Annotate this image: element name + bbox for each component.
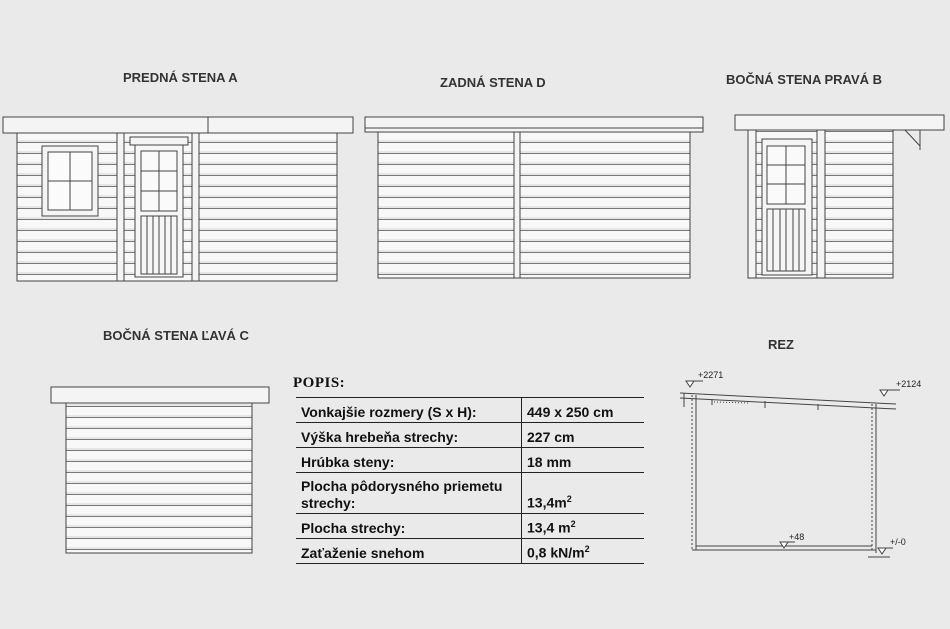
spec-row [296, 539, 644, 564]
spec-label: Vonkajšie rozmery (S x H): [296, 398, 522, 423]
popis-heading: POPIS: [293, 375, 346, 391]
spec-row [296, 423, 644, 448]
section-title: REZ [768, 337, 794, 352]
spec-label: Zaťaženie snehom [296, 539, 522, 564]
spec-label: Hrúbka steny: [296, 448, 522, 473]
spec-value: 13,4 $m^2$ [527, 519, 576, 536]
front-wall-title: PREDNÁ STENA A [123, 70, 238, 85]
level-floor: +48 [789, 532, 805, 542]
level-ground: +/-0 [890, 537, 906, 547]
spec-row [296, 448, 644, 473]
spec-label: Plocha pôdorysného priemetu strechy: [296, 473, 522, 514]
spec-table [296, 397, 644, 564]
spec-label: Výška hrebeňa strechy: [296, 423, 522, 448]
left-wall-title: BOČNÁ STENA ĽAVÁ C [103, 328, 249, 343]
spec-value: $13,4m^2$ [527, 494, 572, 511]
left-wall-drawing [51, 387, 269, 553]
level-top-right: +2124 [896, 379, 922, 389]
back-wall-title: ZADNÁ STENA D [440, 75, 546, 90]
spec-value: 18 mm [527, 454, 572, 470]
spec-label: Plocha strechy: [296, 514, 522, 539]
spec-value: 0,8 $kN/m^2$ [527, 544, 590, 561]
spec-row [296, 473, 644, 514]
front-wall-drawing [3, 117, 353, 281]
spec-row [296, 398, 644, 423]
right-wall-title: BOČNÁ STENA PRAVÁ B [726, 72, 883, 87]
level-top-left: +2271 [698, 370, 724, 380]
spec-value: 449 x 250 cm [527, 404, 614, 420]
back-wall-drawing [365, 117, 703, 278]
right-wall-drawing [735, 115, 944, 278]
section-drawing [680, 381, 900, 557]
spec-value: 227 cm [527, 429, 575, 445]
spec-row [296, 514, 644, 539]
